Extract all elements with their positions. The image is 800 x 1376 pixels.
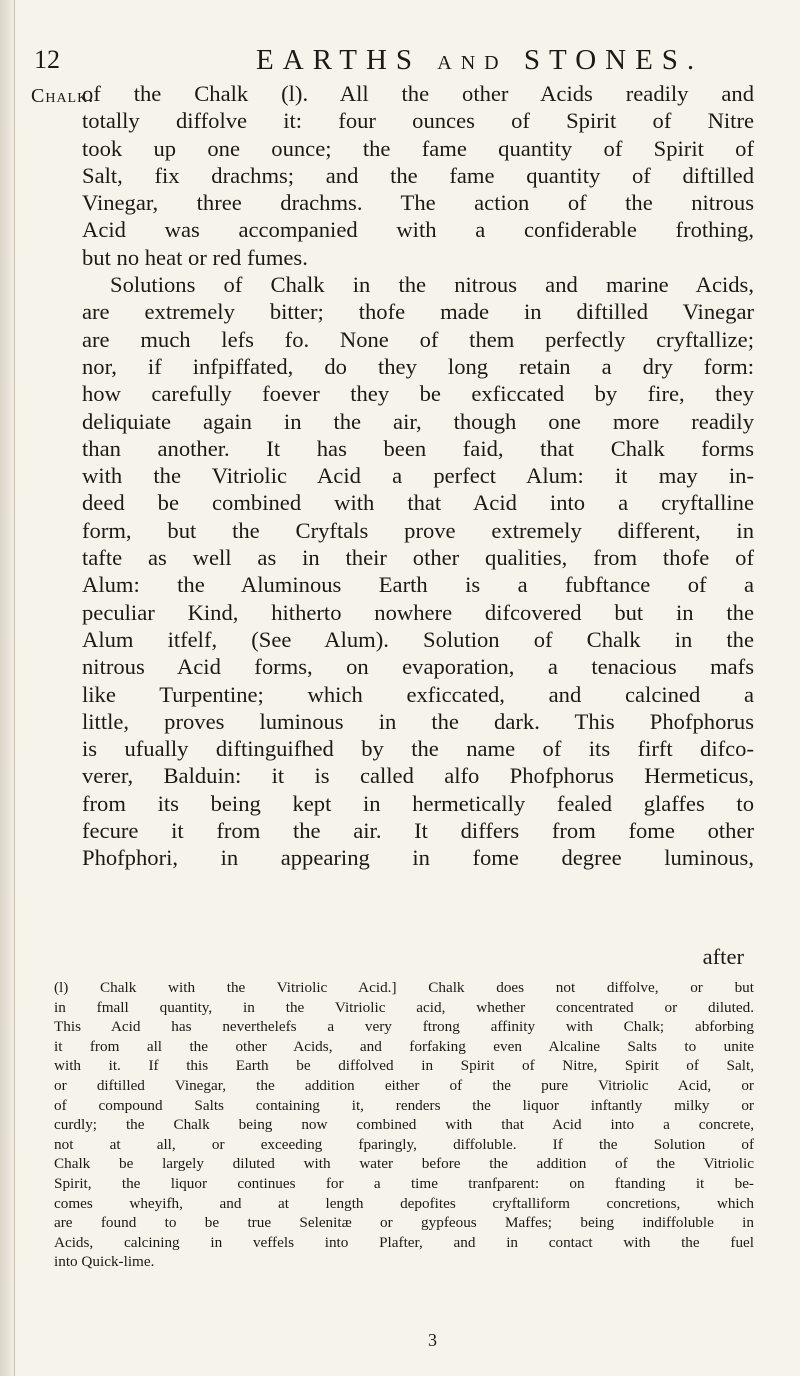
text-line: of the Chalk (l). All the other Acids readily and: [82, 81, 754, 106]
footnote-line: not at all, or exceeding fparingly, diffoluble. If the Solution of: [54, 1135, 754, 1153]
page-binding-edge: [0, 0, 15, 1376]
footnote-line: with it. If this Earth be diffolved in Spirit of Nitre, Spirit of Salt,: [54, 1057, 754, 1075]
marginal-label: Chalk.: [31, 85, 95, 107]
text-line: than another. It has been faid, that Chalk forms: [82, 435, 754, 461]
footnote-line: are found to be true Selenitæ or gypfeous Maffes; being indiffoluble in: [54, 1214, 754, 1232]
footnote-line: (l) Chalk with the Vitriolic Acid.] Chalk does not diffolve, or but: [54, 979, 754, 996]
text-line: how carefully foever they be exficcated by fire, they: [82, 381, 754, 407]
footnote: [54, 978, 754, 1272]
page-number: 12: [34, 45, 60, 74]
footnote-line: curdly; the Chalk being now combined with that Acid into a concrete,: [54, 1116, 754, 1134]
text-line: are extremely bitter; thofe made in diftilled Vinegar: [82, 299, 754, 325]
catchword: after: [702, 944, 744, 969]
footnote-line: in fmall quantity, in the Vitriolic acid, whether concentrated or diluted.: [54, 998, 754, 1016]
footnote-line: it from all the other Acids, and forfaking even Alcaline Salts to unite: [54, 1037, 754, 1055]
footnote-line: of compound Salts containing it, renders the liquor inftantly milky or: [54, 1096, 754, 1114]
text-line: nitrous Acid forms, on evaporation, a tenacious mafs: [82, 654, 754, 680]
footnote-line: Chalk be largely diluted with water before the addition of the Vitriolic: [54, 1155, 754, 1173]
text-line: nor, if infpiffated, do they long retain a dry form:: [82, 353, 754, 379]
text-line: but no heat or red fumes.: [82, 244, 308, 270]
footnote-line: comes wheyifh, and at length depofites cryftalliform concretions, which: [54, 1194, 754, 1212]
footnote-line: or diftilled Vinegar, the addition either of the pure Vitriolic Acid, or: [54, 1076, 754, 1094]
page-header: [34, 40, 780, 80]
text-line: deliquiate again in the air, though one more readily: [82, 408, 754, 434]
text-line: deed be combined with that Acid into a cryftalline: [82, 490, 754, 516]
running-title: EARTHS and STONES.: [256, 44, 704, 76]
text-line: peculiar Kind, hitherto nowhere difcovered but in the: [82, 599, 754, 625]
text-line: Salt, fix drachms; and the fame quantity of diftilled: [82, 162, 754, 188]
text-line: Alum itfelf, (See Alum). Solution of Chalk in the: [82, 626, 754, 652]
footnote-line: This Acid has neverthelefs a very ftrong affinity with Chalk; abforbing: [54, 1018, 754, 1036]
text-line: totally diffolve it: four ounces of Spirit of Nitre: [82, 108, 754, 134]
text-line: Phofphori, in appearing in fome degree luminous,: [82, 845, 754, 871]
footnote-line: Acids, calcining in veffels into Plafter, and in contact with the fuel: [54, 1233, 754, 1251]
text-line: Solutions of Chalk in the nitrous and marine Acids,: [110, 272, 754, 298]
main-text: [82, 80, 754, 872]
text-line: little, proves luminous in the dark. This Phofphorus: [82, 708, 754, 734]
text-line: from its being kept in hermetically fealed glaffes to: [82, 790, 754, 816]
text-line: Alum: the Aluminous Earth is a fubftance of a: [82, 572, 754, 598]
text-line: like Turpentine; which exficcated, and calcined a: [82, 681, 754, 707]
text-line: with the Vitriolic Acid a perfect Alum: it may in-: [82, 463, 754, 489]
text-line: fecure it from the air. It differs from fome other: [82, 818, 754, 844]
text-line: are much lefs fo. None of them perfectly cryftallize;: [82, 326, 754, 352]
text-line: Vinegar, three drachms. The action of the nitrous: [82, 190, 754, 216]
text-line: tafte as well as in their other qualities, from thofe of: [82, 545, 754, 571]
printer-signature-mark: 3: [428, 1330, 437, 1350]
text-line: took up one ounce; the fame quantity of Spirit of: [82, 135, 754, 161]
text-line: form, but the Cryftals prove extremely different, in: [82, 517, 754, 543]
text-line: verer, Balduin: it is called alfo Phofphorus Hermeticus,: [82, 763, 754, 789]
footnote-line: into Quick-lime.: [54, 1253, 155, 1271]
text-line: is ufually diftinguifhed by the name of its firft difco-: [82, 736, 754, 762]
text-line: Acid was accompanied with a confiderable frothing,: [82, 217, 754, 243]
footnote-line: Spirit, the liquor continues for a time tranfparent: on ftanding it be-: [54, 1174, 754, 1192]
